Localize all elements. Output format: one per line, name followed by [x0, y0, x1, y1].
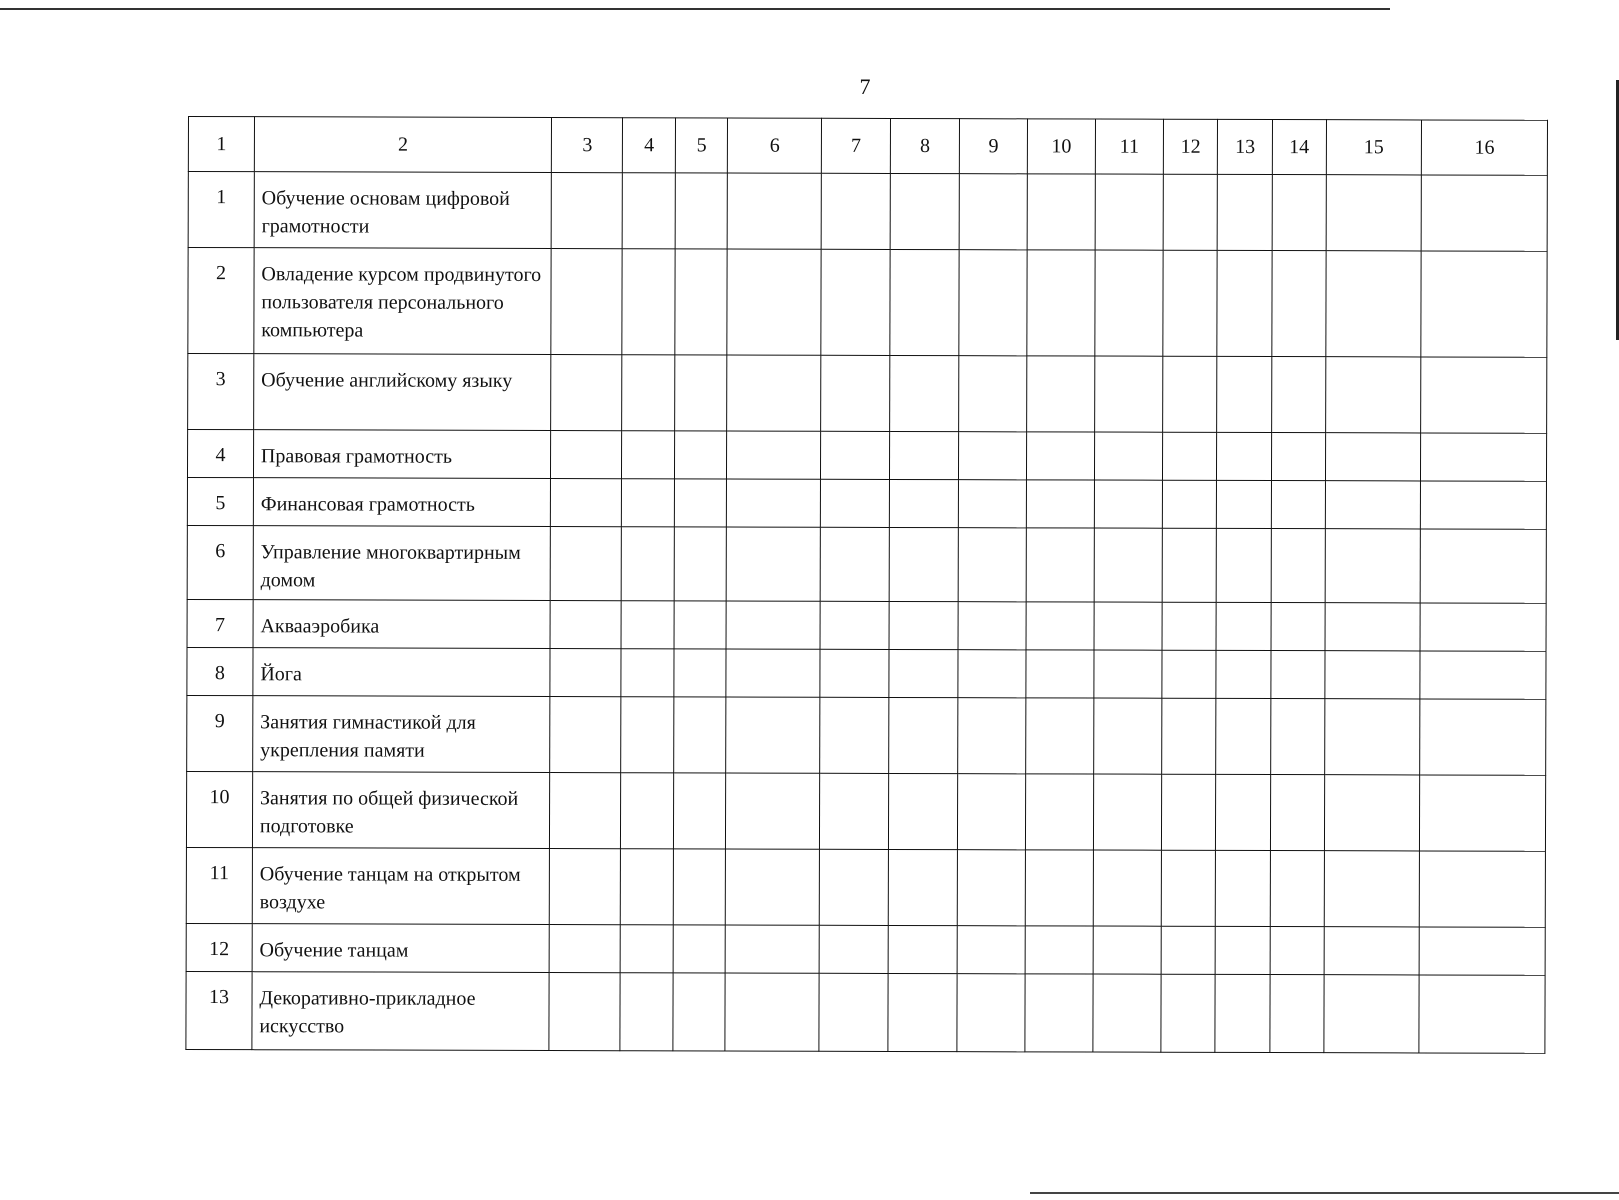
column-header: 10: [1027, 119, 1095, 174]
empty-cell: [728, 173, 822, 249]
program-name: Правовая грамотность: [253, 430, 551, 479]
empty-cell: [725, 973, 819, 1051]
empty-cell: [621, 601, 674, 649]
empty-cell: [1420, 699, 1546, 775]
empty-cell: [1272, 175, 1326, 251]
empty-cell: [551, 527, 622, 601]
table-row: [187, 430, 1546, 482]
empty-cell: [1420, 851, 1546, 927]
empty-cell: [673, 925, 726, 973]
empty-cell: [1420, 651, 1546, 699]
empty-cell: [1271, 603, 1325, 651]
table-row: [188, 248, 1547, 358]
program-name: Аквааэробика: [253, 600, 551, 649]
column-header: 9: [959, 119, 1027, 174]
empty-cell: [1270, 927, 1324, 975]
program-name: Овладение курсом продвинутого пользователя персонального компьютера: [254, 248, 552, 355]
row-number: 11: [186, 847, 252, 923]
empty-cell: [889, 479, 958, 527]
table-row: [186, 847, 1545, 927]
empty-cell: [958, 528, 1026, 602]
empty-cell: [890, 355, 959, 431]
program-name: Обучение танцам на открытом воздухе: [252, 848, 550, 925]
empty-cell: [551, 249, 622, 355]
empty-cell: [1216, 774, 1271, 850]
program-name: Управление многоквартирным домом: [253, 526, 551, 601]
empty-cell: [1095, 174, 1163, 250]
empty-cell: [1093, 926, 1161, 974]
empty-cell: [1162, 432, 1217, 480]
empty-cell: [1026, 698, 1094, 774]
empty-cell: [1271, 651, 1325, 699]
empty-cell: [675, 249, 728, 355]
empty-cell: [1094, 650, 1162, 698]
empty-cell: [1026, 528, 1094, 602]
column-header: 16: [1422, 120, 1548, 175]
empty-cell: [726, 773, 820, 849]
empty-cell: [1419, 975, 1545, 1053]
empty-cell: [1421, 175, 1547, 251]
empty-cell: [1217, 432, 1272, 480]
empty-cell: [1272, 251, 1326, 357]
column-header: 11: [1095, 119, 1163, 174]
empty-cell: [819, 925, 888, 973]
empty-cell: [1026, 602, 1094, 650]
empty-cell: [550, 773, 621, 849]
column-header: 12: [1163, 119, 1218, 174]
column-header: 4: [623, 118, 676, 173]
table-row: [187, 695, 1546, 775]
empty-cell: [1216, 650, 1271, 698]
empty-cell: [821, 173, 890, 249]
column-header: 5: [675, 118, 728, 173]
empty-cell: [1325, 357, 1421, 433]
empty-cell: [820, 479, 889, 527]
table-container: [185, 116, 1548, 1054]
column-header: 3: [552, 118, 623, 173]
empty-cell: [957, 850, 1025, 926]
empty-cell: [888, 973, 957, 1051]
empty-cell: [1420, 529, 1546, 603]
empty-cell: [957, 926, 1025, 974]
empty-cell: [673, 773, 726, 849]
empty-cell: [890, 431, 959, 479]
empty-cell: [820, 527, 889, 601]
empty-cell: [674, 649, 727, 697]
empty-cell: [820, 697, 889, 773]
scan-artifact-bottom-line: [1030, 1192, 1619, 1194]
empty-cell: [1419, 927, 1545, 975]
empty-cell: [958, 650, 1026, 698]
empty-cell: [959, 174, 1027, 250]
empty-cell: [727, 479, 821, 527]
empty-cell: [821, 431, 890, 479]
empty-cell: [957, 974, 1025, 1052]
empty-cell: [890, 173, 959, 249]
empty-cell: [1025, 850, 1093, 926]
empty-cell: [1324, 927, 1420, 975]
column-header: 7: [821, 118, 890, 173]
empty-cell: [1217, 480, 1272, 528]
empty-cell: [1094, 528, 1162, 602]
empty-cell: [550, 601, 621, 649]
empty-cell: [549, 973, 620, 1051]
empty-cell: [674, 601, 727, 649]
empty-cell: [890, 249, 959, 355]
program-name: Обучение английскому языку: [254, 354, 552, 431]
empty-cell: [1025, 926, 1093, 974]
empty-cell: [674, 431, 727, 479]
empty-cell: [622, 527, 675, 601]
empty-cell: [726, 649, 820, 697]
empty-cell: [1215, 974, 1270, 1052]
program-name: Финансовая грамотность: [253, 478, 551, 527]
table-row: [186, 971, 1545, 1053]
empty-cell: [1027, 356, 1095, 432]
empty-cell: [959, 250, 1027, 356]
table-row: [187, 525, 1546, 603]
empty-cell: [1325, 603, 1421, 651]
empty-cell: [726, 849, 820, 925]
empty-cell: [889, 697, 958, 773]
empty-cell: [820, 773, 889, 849]
empty-cell: [1025, 774, 1093, 850]
empty-cell: [1324, 851, 1420, 927]
empty-cell: [673, 849, 726, 925]
empty-cell: [1093, 974, 1161, 1052]
empty-cell: [889, 773, 958, 849]
empty-cell: [1217, 250, 1272, 356]
empty-cell: [1421, 481, 1547, 529]
empty-cell: [1216, 602, 1271, 650]
column-header: 14: [1272, 120, 1326, 175]
empty-cell: [1161, 974, 1216, 1052]
empty-cell: [726, 697, 820, 773]
empty-cell: [622, 431, 675, 479]
empty-cell: [1093, 774, 1161, 850]
empty-cell: [1217, 528, 1272, 602]
empty-cell: [889, 601, 958, 649]
empty-cell: [959, 432, 1027, 480]
empty-cell: [888, 925, 957, 973]
page-number: 7: [859, 74, 871, 99]
empty-cell: [623, 173, 676, 249]
empty-cell: [1162, 602, 1217, 650]
empty-cell: [621, 773, 674, 849]
empty-cell: [889, 527, 958, 601]
empty-cell: [673, 973, 726, 1051]
empty-cell: [1163, 250, 1218, 356]
empty-cell: [1094, 698, 1162, 774]
column-header: 13: [1218, 119, 1273, 174]
empty-cell: [1161, 774, 1216, 850]
row-number: 4: [187, 430, 253, 478]
empty-cell: [622, 249, 675, 355]
row-number: 5: [187, 478, 253, 526]
empty-cell: [1271, 529, 1325, 603]
empty-cell: [1163, 174, 1218, 250]
row-number: 7: [187, 599, 253, 647]
empty-cell: [959, 356, 1027, 432]
empty-cell: [550, 925, 621, 973]
empty-cell: [726, 925, 820, 973]
column-header: 15: [1326, 120, 1422, 175]
empty-cell: [1161, 926, 1216, 974]
empty-cell: [1420, 775, 1546, 851]
column-header: 6: [728, 118, 822, 173]
empty-cell: [1093, 850, 1161, 926]
table-row: [186, 771, 1545, 851]
row-number: 9: [187, 695, 253, 771]
empty-cell: [550, 697, 621, 773]
empty-cell: [727, 355, 821, 431]
empty-cell: [1162, 650, 1217, 698]
table-row: [188, 172, 1547, 252]
empty-cell: [819, 849, 888, 925]
empty-cell: [1095, 356, 1163, 432]
table-row: [186, 923, 1545, 975]
row-number: 13: [186, 971, 252, 1049]
empty-cell: [958, 774, 1026, 850]
scan-artifact-top-line: [0, 8, 1390, 10]
empty-cell: [820, 601, 889, 649]
program-name: Декоративно-прикладное искусство: [252, 972, 550, 1051]
empty-cell: [1323, 975, 1419, 1053]
empty-cell: [889, 649, 958, 697]
empty-cell: [1325, 251, 1421, 357]
row-number: 6: [187, 525, 253, 599]
empty-cell: [1162, 480, 1217, 528]
empty-cell: [1270, 851, 1324, 927]
empty-cell: [1094, 602, 1162, 650]
program-name: Занятия гимнастикой для укрепления памяти: [253, 696, 551, 773]
empty-cell: [552, 173, 623, 249]
empty-cell: [1026, 480, 1094, 528]
row-number: 8: [187, 647, 253, 695]
empty-cell: [1271, 481, 1325, 529]
empty-cell: [1094, 432, 1162, 480]
empty-cell: [1027, 432, 1095, 480]
empty-cell: [1325, 481, 1421, 529]
empty-cell: [550, 849, 621, 925]
empty-cell: [1163, 356, 1218, 432]
empty-cell: [1095, 250, 1163, 356]
empty-cell: [1161, 850, 1216, 926]
empty-cell: [1324, 651, 1420, 699]
empty-cell: [1216, 698, 1271, 774]
empty-cell: [621, 925, 674, 973]
row-number: 12: [186, 923, 252, 971]
empty-cell: [1217, 356, 1272, 432]
empty-cell: [674, 527, 727, 601]
header-row: [188, 117, 1547, 176]
empty-cell: [727, 527, 821, 601]
row-number: 10: [186, 771, 252, 847]
empty-cell: [958, 698, 1026, 774]
row-number: 2: [188, 248, 254, 354]
row-number: 3: [188, 354, 254, 430]
empty-cell: [1325, 433, 1421, 481]
empty-cell: [1218, 174, 1273, 250]
empty-cell: [622, 479, 675, 527]
empty-cell: [727, 431, 821, 479]
empty-cell: [1272, 357, 1326, 433]
empty-cell: [821, 249, 890, 355]
empty-cell: [1216, 926, 1271, 974]
empty-cell: [674, 479, 727, 527]
empty-cell: [550, 649, 621, 697]
table-row: [188, 354, 1547, 434]
empty-cell: [820, 649, 889, 697]
empty-cell: [1216, 850, 1271, 926]
table-row: [187, 647, 1546, 699]
table-row: [187, 478, 1546, 530]
empty-cell: [821, 355, 890, 431]
empty-cell: [1420, 603, 1546, 651]
empty-cell: [620, 973, 673, 1051]
empty-cell: [551, 431, 622, 479]
empty-cell: [621, 697, 674, 773]
empty-cell: [1270, 775, 1324, 851]
empty-cell: [1421, 433, 1547, 481]
empty-cell: [1026, 650, 1094, 698]
empty-cell: [1162, 528, 1217, 602]
empty-cell: [1027, 250, 1095, 356]
empty-cell: [1324, 775, 1420, 851]
empty-cell: [958, 602, 1026, 650]
empty-cell: [888, 849, 957, 925]
program-table: [185, 116, 1548, 1054]
column-header: 2: [254, 117, 552, 173]
column-header: 1: [188, 117, 254, 172]
empty-cell: [1270, 975, 1324, 1053]
program-name: Йога: [253, 648, 551, 697]
empty-cell: [1094, 480, 1162, 528]
program-name: Обучение танцам: [252, 924, 550, 973]
column-header: 8: [890, 118, 959, 173]
empty-cell: [726, 601, 820, 649]
empty-cell: [1271, 699, 1325, 775]
empty-cell: [1025, 974, 1093, 1052]
empty-cell: [1421, 251, 1547, 357]
empty-cell: [1272, 433, 1326, 481]
row-number: 1: [188, 172, 254, 248]
empty-cell: [1421, 357, 1547, 433]
empty-cell: [1162, 698, 1217, 774]
empty-cell: [674, 697, 727, 773]
empty-cell: [551, 355, 622, 431]
empty-cell: [675, 173, 728, 249]
empty-cell: [727, 249, 821, 355]
empty-cell: [1324, 699, 1420, 775]
empty-cell: [621, 649, 674, 697]
empty-cell: [1326, 175, 1422, 251]
empty-cell: [621, 849, 674, 925]
empty-cell: [1027, 174, 1095, 250]
program-name: Обучение основам цифровой грамотности: [254, 172, 552, 249]
empty-cell: [622, 355, 675, 431]
empty-cell: [819, 973, 888, 1051]
program-name: Занятия по общей физической подготовке: [252, 772, 550, 849]
empty-cell: [958, 480, 1026, 528]
table-row: [187, 599, 1546, 651]
empty-cell: [675, 355, 728, 431]
empty-cell: [1325, 529, 1421, 603]
empty-cell: [551, 479, 622, 527]
